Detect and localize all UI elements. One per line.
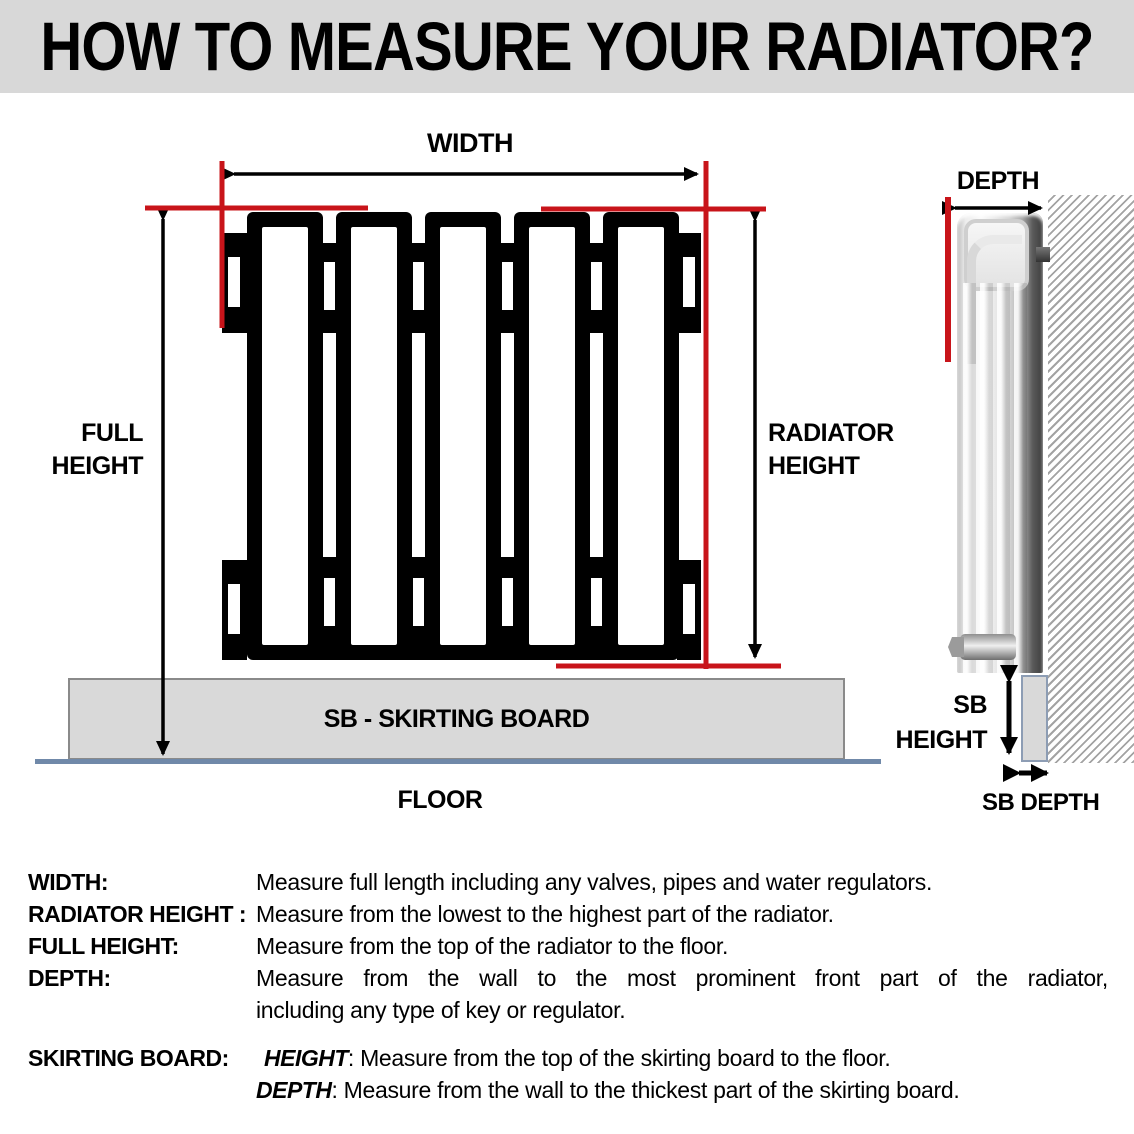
definition-row-radiator-height <box>28 898 1108 930</box>
skirting-board-side-view <box>1021 675 1048 762</box>
full-height-label: FULL HEIGHT <box>51 419 143 480</box>
definition-row-full-height <box>28 930 1108 962</box>
radiator-front-view <box>222 212 701 660</box>
skirting-depth-text: : Measure from the wall to the thickest part of the skirting board. <box>331 1077 960 1103</box>
definition-row-width <box>28 866 1108 898</box>
radiator-valve <box>960 634 1016 660</box>
depth-definition-line1: Measure from the wall to the most prominent front part of the radiator, <box>256 965 1108 991</box>
skirting-board-label: SB - SKIRTING BOARD <box>323 704 590 733</box>
radiator-wall-pipe <box>1036 247 1050 262</box>
radiator-height-label: RADIATOR HEIGHT <box>768 419 894 480</box>
valve-nut <box>948 637 964 657</box>
definition-label-spacer <box>28 1074 256 1106</box>
skirting-height-text: : Measure from the top of the skirting board to the floor. <box>347 1045 891 1071</box>
definition-row-depth <box>28 962 1108 1026</box>
definition-label: FULL HEIGHT: <box>28 933 179 959</box>
definition-label: RADIATOR HEIGHT : <box>28 901 247 927</box>
definition-row-skirting-height <box>28 1042 1108 1074</box>
sb-height-label: SB HEIGHT <box>895 691 987 754</box>
radiator-side-ridges <box>963 283 1027 673</box>
wall-hatch-panel <box>1048 195 1134 763</box>
depth-label: DEPTH <box>956 167 1040 195</box>
definition-text <box>256 962 1108 1026</box>
definitions-list <box>28 866 1108 1106</box>
width-label: WIDTH <box>427 128 513 158</box>
definition-row-skirting-depth <box>28 1074 1108 1106</box>
skirting-height-term: HEIGHT <box>264 1045 348 1071</box>
definition-label: WIDTH: <box>28 869 109 895</box>
depth-definition-line2: including any type of key or regulator. <box>256 997 626 1023</box>
floor-line <box>35 759 881 764</box>
page-title: HOW TO MEASURE YOUR RADIATOR? <box>40 8 1094 85</box>
red-gauge-lines <box>145 161 948 669</box>
skirting-depth-term: DEPTH <box>256 1077 332 1103</box>
definition-label: SKIRTING BOARD: <box>28 1045 229 1071</box>
radiator-side-view <box>957 213 1043 673</box>
definition-text <box>256 1074 1108 1106</box>
definition-label: DEPTH: <box>28 965 111 991</box>
definition-text: Measure full length including any valves, pipes and water regulators. <box>256 869 933 895</box>
definition-text: Measure from the lowest to the highest part of the radiator. <box>256 901 834 927</box>
floor-label: FLOOR <box>397 786 483 814</box>
skirting-board <box>68 678 845 760</box>
definition-text: Measure from the top of the radiator to the floor. <box>256 933 729 959</box>
definition-text <box>256 1042 1108 1074</box>
sb-depth-label: SB DEPTH <box>982 789 1100 816</box>
title-banner <box>0 0 1134 93</box>
